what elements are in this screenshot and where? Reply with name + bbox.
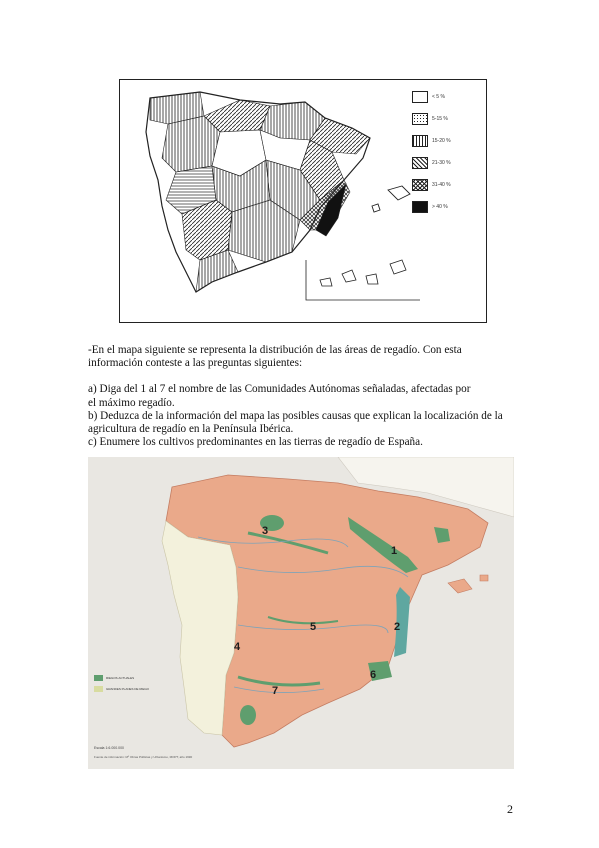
legend-label: > 40 % [432, 204, 448, 210]
legend-item [94, 683, 149, 694]
legend-item [412, 88, 472, 106]
question-block [88, 344, 528, 449]
canary-island [390, 260, 406, 274]
legend-swatch-cross [412, 179, 428, 191]
question-c: c) Enumere los cultivos predominantes en las tierras de regadío de España. [88, 436, 423, 449]
map-source: Fuente de información: Mº Obras Públicas y Urbanismo, MOPT, año 1990 [94, 755, 193, 759]
legend-label: GRANDES PLANES DE RIEGO [106, 686, 150, 691]
legend-label: 31-40 % [432, 182, 451, 188]
question-b: b) Deduzca de la información del mapa las posibles causas que explican la localización de la [88, 409, 503, 422]
question-a: a) Diga del 1 al 7 el nombre de las Comunidades Autónomas señaladas, afectadas por [88, 383, 471, 396]
balearic-islands [480, 575, 488, 581]
legend-swatch-vertical [412, 135, 428, 147]
legend-label: 5-15 % [432, 116, 448, 122]
map-number-1: 1 [391, 545, 398, 557]
legend-item [412, 154, 472, 172]
balearic-mallorca [388, 186, 410, 200]
legend-item [412, 110, 472, 128]
legend-item [412, 132, 472, 150]
legend-swatch-dots [412, 113, 428, 125]
legend-swatch-diagonal [412, 157, 428, 169]
map-number-3: 3 [262, 525, 269, 537]
balearic-islands [448, 579, 472, 593]
page-number: 2 [507, 802, 513, 816]
province-duero-west [162, 116, 220, 172]
map-number-6: 6 [370, 669, 377, 681]
map-scale: Escala 1:6.000.000 [94, 746, 124, 750]
map-number-5: 5 [310, 621, 317, 633]
legend-swatch-solid [412, 201, 428, 213]
irrigation-percentage-map [119, 79, 487, 323]
legend-label: RIEGOS ACTUALES [106, 675, 135, 680]
intro-text: -En el mapa siguiente se representa la distribución de las áreas de regadío. Con esta [88, 344, 462, 356]
irrigated-areas-map [88, 457, 514, 769]
map-number-2: 2 [394, 621, 401, 633]
legend-label: 21-30 % [432, 160, 451, 166]
percentage-legend [412, 88, 472, 220]
intro-text: información conteste a las preguntas siguientes: [88, 357, 303, 370]
canary-island [320, 278, 332, 286]
irrigation-legend [94, 672, 149, 694]
map-number-7: 7 [272, 685, 279, 697]
legend-label: 15-20 % [432, 138, 451, 144]
legend-swatch [94, 686, 103, 692]
legend-label: < 5 % [432, 94, 445, 100]
question-a: el máximo regadío. [88, 396, 175, 409]
legend-swatch [94, 675, 103, 681]
iberia-map [88, 457, 514, 769]
legend-item [412, 176, 472, 194]
question-b: agricultura de regadío en la Península Ibérica. [88, 423, 294, 436]
irrigated-zone [240, 705, 256, 725]
map-number-4: 4 [234, 641, 241, 653]
canary-island [342, 270, 356, 282]
legend-item [412, 198, 472, 216]
balearic-ibiza [372, 204, 380, 212]
canary-island [366, 274, 378, 284]
legend-item [94, 672, 149, 683]
legend-swatch-blank [412, 91, 428, 103]
